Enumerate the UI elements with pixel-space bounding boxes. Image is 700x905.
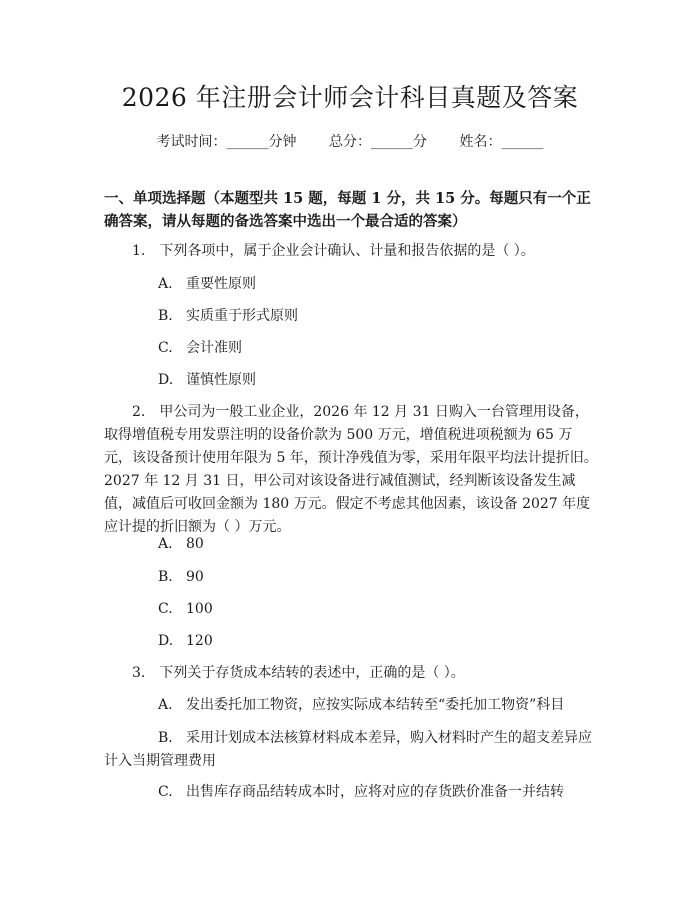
option-letter: D. bbox=[158, 372, 174, 388]
option-1c bbox=[104, 337, 598, 360]
student-name-field: 姓名：______ bbox=[459, 134, 544, 150]
option-text: 80 bbox=[186, 536, 204, 552]
option-letter: B. bbox=[158, 569, 173, 585]
option-text: 谨慎性原则 bbox=[186, 372, 256, 388]
option-3a bbox=[104, 694, 598, 717]
question-number: 3. bbox=[132, 665, 146, 681]
option-text: 出售库存商品结转成本时，应将对应的存货跌价准备一并结转 bbox=[186, 784, 564, 800]
option-text: 采用计划成本法核算材料成本差异，购入材料时产生的超支差异应计入当期管理费用 bbox=[104, 730, 592, 769]
document-title: 2026 年注册会计师会计科目真题及答案 bbox=[121, 83, 579, 112]
option-2d bbox=[104, 630, 598, 653]
question-1 bbox=[104, 240, 598, 263]
option-letter: A. bbox=[158, 536, 173, 552]
option-text: 实质重于形式原则 bbox=[186, 308, 298, 324]
option-1d bbox=[104, 369, 598, 392]
question-stem: 下列关于存货成本结转的表述中，正确的是（ ）。 bbox=[159, 665, 465, 681]
question-stem: 甲公司为一般工业企业，2026 年 12 月 31 日购入一台管理用设备，取得增值税专用发票注明的设备价款为 500 万元，增值税进项税额为 65 万元，该设备预计使用年限为 5 年，预计净残值为零，采用年限平均法计提折旧。2027 年 12 月 31 日，甲公司对该设备进行减值测试，经判断该设备发生减值，减值后可收回金额为 180 万元。假定不考虑其他因素，该设备 2027 年度应计提的折旧额为（ ）万元。 bbox=[104, 404, 598, 535]
question-stem: 下列各项中，属于企业会计确认、计量和报告依据的是（ ）。 bbox=[159, 243, 535, 259]
option-letter: B. bbox=[158, 730, 173, 746]
option-letter: A. bbox=[158, 276, 173, 292]
exam-info-line bbox=[0, 131, 700, 151]
option-letter: D. bbox=[158, 633, 174, 649]
option-letter: C. bbox=[158, 340, 173, 356]
option-text: 120 bbox=[186, 633, 213, 649]
option-3c bbox=[104, 781, 598, 804]
section-heading: 一、单项选择题（本题型共 15 题，每题 1 分，共 15 分。每题只有一个正确答案，请从每题的备选答案中选出一个最合适的答案） bbox=[104, 190, 591, 230]
option-3b bbox=[104, 727, 598, 773]
option-2c bbox=[104, 598, 598, 621]
option-text: 90 bbox=[186, 569, 204, 585]
option-letter: C. bbox=[158, 784, 173, 800]
total-score-field: 总分：______分 bbox=[329, 134, 427, 150]
question-2 bbox=[104, 401, 598, 539]
question-3 bbox=[104, 662, 598, 685]
option-text: 发出委托加工物资，应按实际成本结转至“委托加工物资”科目 bbox=[186, 697, 565, 713]
option-letter: B. bbox=[158, 308, 173, 324]
option-text: 重要性原则 bbox=[186, 276, 256, 292]
option-1a bbox=[104, 273, 598, 296]
option-text: 100 bbox=[186, 601, 213, 617]
option-2a bbox=[104, 533, 598, 556]
option-text: 会计准则 bbox=[186, 340, 242, 356]
exam-time-field: 考试时间：______分钟 bbox=[156, 134, 297, 150]
option-letter: C. bbox=[158, 601, 173, 617]
option-letter: A. bbox=[158, 697, 173, 713]
option-1b bbox=[104, 305, 598, 328]
option-2b bbox=[104, 566, 598, 589]
question-number: 2. bbox=[132, 404, 146, 420]
question-number: 1. bbox=[132, 243, 146, 259]
